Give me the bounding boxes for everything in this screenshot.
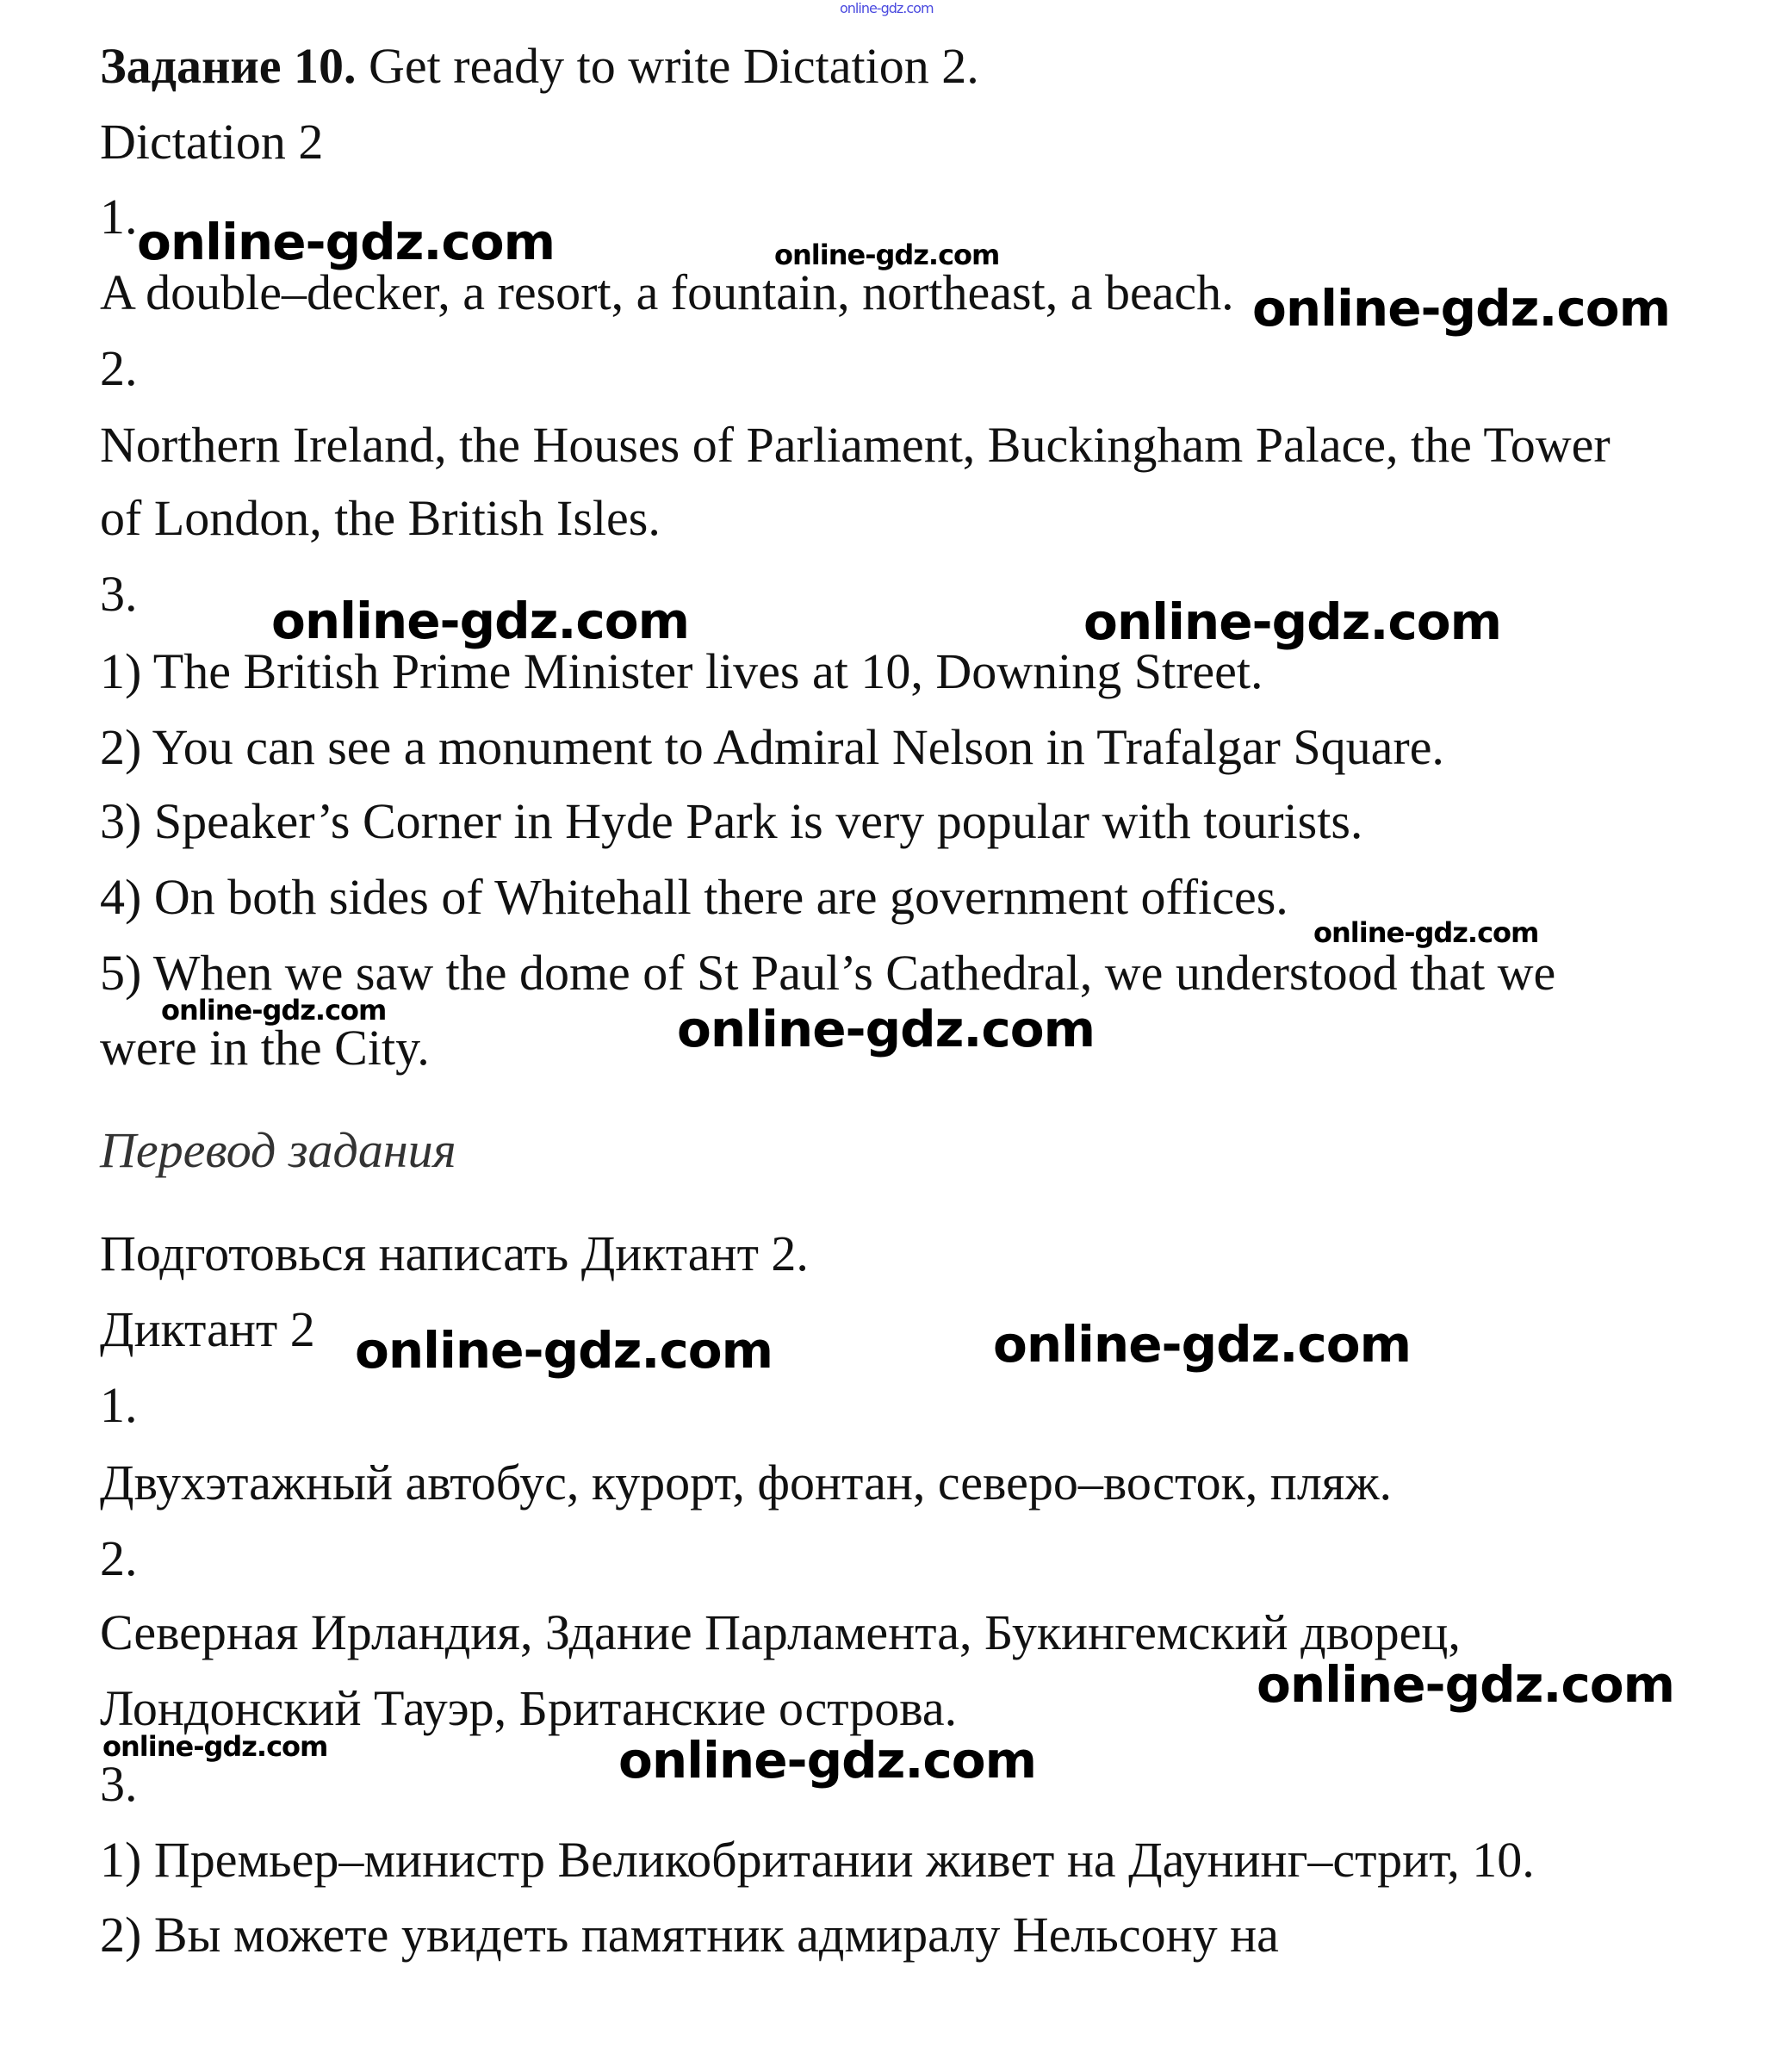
task-number: Задание 10. xyxy=(100,38,357,94)
dictation-heading: Dictation 2 xyxy=(100,114,324,170)
text-line: 1) The British Prime Minister lives at 10, Downing Street. xyxy=(100,643,1263,699)
text-line: 4) On both sides of Whitehall there are government offices. xyxy=(100,869,1288,925)
watermark: online-gdz.com xyxy=(993,1315,1412,1374)
watermark: online-gdz.com xyxy=(618,1731,1037,1790)
text-line: 2) You can see a monument to Admiral Nelson in Trafalgar Square. xyxy=(100,719,1444,775)
text-line: 5) When we saw the dome of St Paul’s Cathedral, we understood that we xyxy=(100,945,1556,1001)
text-line: Двухэтажный автобус, курорт, фонтан, северо–восток, пляж. xyxy=(100,1455,1393,1511)
watermark: online-gdz.com xyxy=(677,1000,1096,1058)
watermark: online-gdz.com xyxy=(1083,592,1502,651)
text-line: Northern Ireland, the Houses of Parliament, Buckingham Palace, the Tower xyxy=(100,417,1611,473)
section-number: 2. xyxy=(100,1530,138,1586)
section-number: 1. xyxy=(100,189,138,245)
watermark: online-gdz.com xyxy=(1313,916,1539,949)
watermark: online-gdz.com xyxy=(355,1321,773,1380)
watermark: online-gdz.com xyxy=(1257,1655,1675,1714)
text-line: 1) Премьер–министр Великобритании живет на Даунинг–стрит, 10. xyxy=(100,1832,1535,1888)
text-line: were in the City. xyxy=(100,1020,430,1076)
text-line: Подготовься написать Диктант 2. xyxy=(100,1225,809,1281)
section-number: 3. xyxy=(100,566,138,622)
watermark: online-gdz.com xyxy=(102,1730,328,1763)
text-line: 2) Вы можете увидеть памятник адмиралу Нельсону на xyxy=(100,1907,1279,1963)
watermark: online-gdz.com xyxy=(161,994,387,1027)
section-number: 2. xyxy=(100,340,138,396)
watermark: online-gdz.com xyxy=(840,0,934,16)
watermark: online-gdz.com xyxy=(774,239,1000,271)
text-line: Диктант 2 xyxy=(100,1301,315,1357)
section-number: 3. xyxy=(100,1756,138,1812)
text-line: A double–decker, a resort, a fountain, northeast, a beach. xyxy=(100,264,1234,320)
translation-heading: Перевод задания xyxy=(100,1122,456,1178)
text-line: of London, the British Isles. xyxy=(100,490,661,546)
watermark: online-gdz.com xyxy=(1252,279,1671,338)
text-line: Северная Ирландия, Здание Парламента, Букингемский дворец, xyxy=(100,1604,1461,1660)
page-title xyxy=(100,38,979,94)
watermark: online-gdz.com xyxy=(137,213,556,271)
text-line: Лондонский Тауэр, Британские острова. xyxy=(100,1680,958,1736)
watermark: online-gdz.com xyxy=(271,592,690,650)
section-number: 1. xyxy=(100,1377,138,1433)
text-line: 3) Speaker’s Corner in Hyde Park is very popular with tourists. xyxy=(100,793,1363,849)
task-text: Get ready to write Dictation 2. xyxy=(356,38,979,94)
